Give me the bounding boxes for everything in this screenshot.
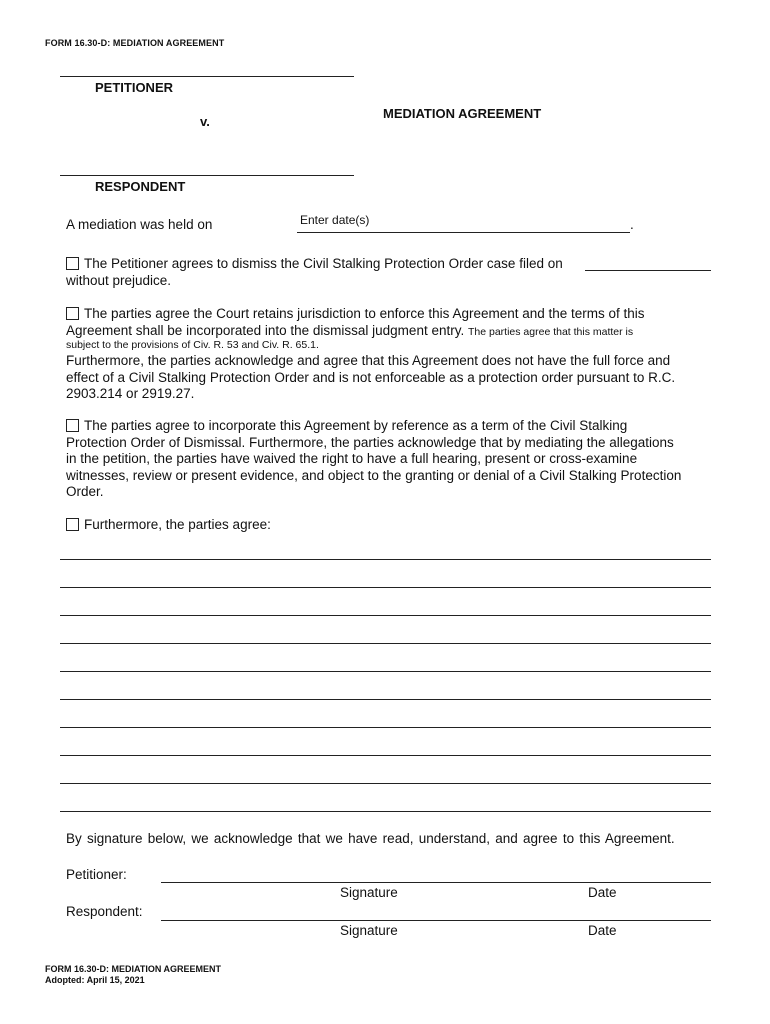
respondent-label: RESPONDENT <box>95 179 186 194</box>
furthermore-checkbox[interactable] <box>66 518 79 531</box>
agreement-line[interactable] <box>60 699 711 700</box>
incorporate-line2: Protection Order of Dismissal. Furthermore, the parties acknowledge that by mediating the allegations <box>66 434 674 450</box>
incorporate-checkbox[interactable] <box>66 419 79 432</box>
jurisdiction-para-line1: Furthermore, the parties acknowledge and agree that this Agreement does not have the full force and <box>66 353 671 368</box>
petitioner-name-line[interactable] <box>60 76 354 77</box>
incorporate-line3: in the petition, the parties have waived the right to have a full hearing, present or cross-examine <box>66 451 638 466</box>
jurisdiction-text-line1: The parties agree the Court retains jurisdiction to enforce this Agreement and the terms of this <box>84 306 645 321</box>
jurisdiction-small-text-b: subject to the provisions of Civ. R. 53 and Civ. R. 65.1. <box>66 339 319 351</box>
mediation-intro: A mediation was held on <box>66 217 213 232</box>
document-title: MEDIATION AGREEMENT <box>383 106 542 121</box>
respondent-name-line[interactable] <box>60 175 354 176</box>
jurisdiction-para-line3: 2903.214 or 2919.27. <box>66 386 195 401</box>
agreement-line[interactable] <box>60 587 711 588</box>
furthermore-text: Furthermore, the parties agree: <box>84 517 271 532</box>
dismiss-text-line1: The Petitioner agrees to dismiss the Civil Stalking Protection Order case filed on <box>84 256 563 271</box>
jurisdiction-para-line2: effect of a Civil Stalking Protection Order and is not enforceable as a protection order pursuant to R.C. <box>66 369 676 385</box>
dismiss-checkbox[interactable] <box>66 257 79 270</box>
versus-label: v. <box>200 114 210 129</box>
incorporate-line5: Order. <box>66 484 104 499</box>
mediation-date-field[interactable]: Enter date(s) <box>297 211 630 233</box>
petitioner-label: PETITIONER <box>95 80 174 95</box>
agreement-line[interactable] <box>60 727 711 728</box>
respondent-signature-caption: Signature <box>340 923 398 938</box>
option-jurisdiction <box>66 306 726 340</box>
petitioner-date-caption: Date <box>588 885 617 900</box>
incorporate-line4: witnesses, review or present evidence, and object to the granting or denial of a Civil Stalking Protection <box>66 467 682 483</box>
dismiss-date-line[interactable] <box>585 270 711 271</box>
footer <box>45 964 221 986</box>
date-period: . <box>630 217 634 232</box>
option-incorporate <box>66 418 726 501</box>
signature-acknowledgment: By signature below, we acknowledge that we have read, understand, and agree to this Agreement. <box>66 831 675 846</box>
respondent-date-caption: Date <box>588 923 617 938</box>
jurisdiction-checkbox[interactable] <box>66 307 79 320</box>
jurisdiction-paragraph <box>66 353 726 403</box>
respondent-signature-label: Respondent: <box>66 904 143 919</box>
agreement-line[interactable] <box>60 559 711 560</box>
petitioner-signature-caption: Signature <box>340 885 398 900</box>
respondent-signature-line[interactable] <box>161 920 711 921</box>
jurisdiction-small-text-a: The parties agree that this matter is <box>467 325 634 338</box>
form-header-title: FORM 16.30-D: MEDIATION AGREEMENT <box>45 38 225 48</box>
agreement-line[interactable] <box>60 811 711 812</box>
option-furthermore <box>66 517 271 534</box>
agreement-line[interactable] <box>60 783 711 784</box>
agreement-line[interactable] <box>60 671 711 672</box>
option-dismiss <box>66 256 716 289</box>
jurisdiction-text-line2: Agreement shall be incorporated into the dismissal judgment entry. <box>66 322 465 338</box>
agreement-line[interactable] <box>60 615 711 616</box>
agreement-line[interactable] <box>60 755 711 756</box>
petitioner-signature-line[interactable] <box>161 882 711 883</box>
incorporate-line1: The parties agree to incorporate this Agreement by reference as a term of the Civil Stalking <box>84 418 628 433</box>
dismiss-text-line2: without prejudice. <box>66 272 172 288</box>
agreement-line[interactable] <box>60 643 711 644</box>
petitioner-signature-label: Petitioner: <box>66 867 127 882</box>
footer-adopted-date: Adopted: April 15, 2021 <box>45 975 145 985</box>
footer-form-title: FORM 16.30-D: MEDIATION AGREEMENT <box>45 964 222 974</box>
